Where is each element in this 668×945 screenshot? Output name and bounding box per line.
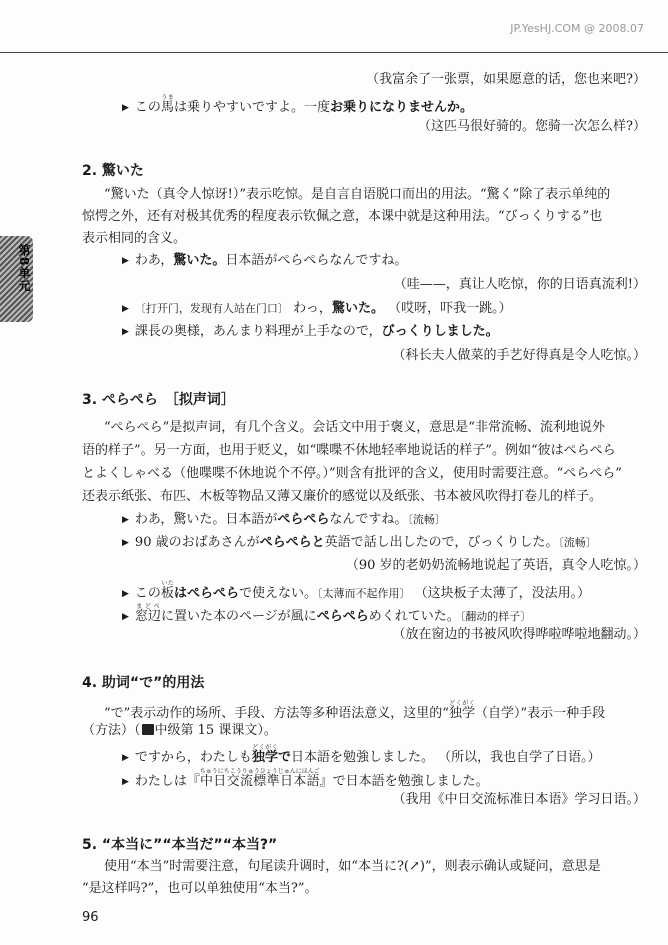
bold-text: 独学: [251, 750, 278, 765]
paragraph-line: 语的样子”。另一方面，也用于贬义，如“喋喋不休地轻率地说话的样子”。例如“彼はぺらぺら: [82, 443, 616, 458]
text: わあ，驚いた。日本語が: [134, 512, 278, 527]
text: 〔打开门，发现有人站在门口〕: [134, 302, 289, 315]
text: （这块板子太薄了，没法用。）: [414, 586, 591, 601]
text: 馬: [160, 100, 174, 115]
translation: （放在窗边的书被风吹得哗啦哗啦地翻动。）: [392, 627, 646, 642]
ruby-reading: どくがく: [448, 700, 475, 707]
paragraph-line: 还表示纸张、布匹、木板等物品又薄又廉价的感觉以及纸张、书本被风吹得打卷儿的样子。: [82, 489, 603, 504]
bold-text: ぺらぺら: [316, 609, 369, 624]
text: この: [134, 586, 161, 601]
ruby-word: [251, 744, 278, 765]
text: わっ，: [293, 301, 332, 316]
bold-text: びっくりしました。: [381, 324, 499, 339]
section-heading: 5. “本当に”“本当だ”“本当?”: [82, 837, 278, 853]
text: わあ，: [134, 253, 174, 268]
example-sentence: [122, 301, 512, 318]
ruby-reading: うま: [160, 94, 174, 101]
text: 英語で話し出したので，びっくりした。: [324, 535, 559, 550]
paragraph-line: 使用“本当”时需要注意，句尾读升调时，如“本当に?(↗)”，则表示确认或疑问，意思是: [104, 859, 601, 874]
ruby-word: [160, 580, 174, 601]
text: “で”表示动作的场所、手段、方法等多种语法意义，这里的“: [104, 706, 449, 721]
paragraph-line: “是这样吗?”，也可以单独使用“本当?”。: [82, 881, 318, 896]
ruby-word: [160, 94, 174, 115]
example-sentence: [122, 580, 590, 603]
text: 板: [160, 586, 174, 601]
text: 中级第 15 课课文）。: [154, 723, 277, 738]
ruby-reading: いた: [160, 580, 174, 587]
text: で使えない。: [238, 586, 317, 601]
text: めくれていた。: [368, 609, 460, 624]
ruby-word: [199, 768, 320, 789]
text: 〔流畅〕: [558, 536, 597, 549]
paragraph-line: [104, 700, 605, 722]
ruby-reading: どくがく: [251, 744, 278, 751]
text: ですから，わたしも: [134, 750, 252, 765]
ruby-reading: ちゅうにちこうりゅうひょうじゅんにほんご: [199, 768, 320, 775]
text: 日本語を勉強しました。: [290, 750, 434, 765]
translation: （哇——，真让人吃惊，你的日语真流利!）: [393, 277, 646, 292]
bold-text: お乗りになりませんか。: [329, 100, 473, 115]
paragraph-line: とよくしゃべる（他喋喋不休地说个不停。）”则含有批评的含义，使用时需要注意。“ぺらぺら”: [82, 466, 622, 481]
example-sentence: [122, 768, 489, 791]
unit-side-tab: [0, 236, 33, 322]
bold-text: はぺらぺら: [173, 586, 239, 601]
text: （所以，我也自学了日语。）: [438, 750, 601, 765]
ruby-word: [134, 603, 161, 624]
example-sentence: [122, 324, 499, 341]
text: 中日交流標準日本語: [199, 774, 320, 789]
text: 独学: [448, 706, 475, 721]
text: 課長の奥様，あんまり料理が上手なので，: [134, 324, 382, 339]
text: 〔翻动的样子〕: [459, 610, 532, 623]
example-sentence: [122, 253, 407, 270]
bold-text: 驚いた。: [173, 253, 226, 268]
section-heading: 4. 助词“で”的用法: [82, 675, 205, 691]
text: なんですね。: [329, 512, 408, 527]
ruby-word: [448, 700, 475, 721]
section-heading: 3. ぺらぺら ［拟声词］: [82, 392, 235, 408]
paragraph-line: 表示相同的含义。: [82, 231, 187, 246]
paragraph-line: “ぺらぺら”是拟声词，有几个含义。会话文中用于褒义，意思是“非常流畅、流利地说外: [104, 420, 605, 435]
text: に置いた本のページが風に: [160, 609, 317, 624]
text: 』で日本語を勉強しました。: [319, 774, 489, 789]
bold-text: 驚いた。: [331, 301, 384, 316]
text: わたしは『: [134, 774, 200, 789]
bold-text: ぺらぺらと: [259, 535, 325, 550]
paragraph-line: “驚いた（真令人惊讶!）”表示吃惊。是自言自语脱口而出的用法。“驚く”除了表示单纯的: [104, 187, 611, 202]
text: （自学）”表示一种手段: [474, 706, 606, 721]
text: （哎呀，吓我一跳。）: [388, 301, 512, 316]
translation: （这匹马很好骑的。您骑一次怎么样?）: [418, 119, 646, 134]
example-sentence: [122, 94, 473, 117]
section-heading: 2. 驚いた: [82, 163, 144, 179]
paragraph-line: [82, 723, 277, 739]
ruby-reading: まどべ: [134, 603, 161, 610]
page-number: 96: [82, 910, 99, 925]
text: 〔流畅〕: [407, 513, 446, 526]
translation: （我富余了一张票，如果愿意的话，您也来吧?）: [366, 72, 646, 87]
translation: （我用《中日交流标准日本语》学习日语。）: [392, 792, 646, 807]
translation: （科长夫人做菜的手艺好得真是令人吃惊。）: [392, 348, 646, 363]
example-sentence: [122, 744, 601, 767]
text: 90 歳のおばあさんが: [134, 535, 260, 550]
translation: （90 岁的老奶奶流畅地说起了英语，真令人吃惊。）: [345, 558, 646, 573]
bold-text: で: [277, 750, 291, 765]
text: は乗りやすいですよ。一度: [173, 100, 330, 115]
watermark: JP.YesHJ.COM @ 2008.07: [510, 22, 644, 35]
text: （方法）（: [82, 723, 141, 738]
text: この: [134, 100, 161, 115]
text: 〔太薄而不起作用〕: [316, 587, 411, 600]
header-rule: [0, 52, 668, 53]
example-sentence: [122, 512, 446, 529]
text: 窓辺: [134, 609, 161, 624]
bold-text: ぺらぺら: [277, 512, 330, 527]
text: 日本語がぺらぺらなんですね。: [225, 253, 408, 268]
paragraph-line: 惊愕之外，还有对极其优秀的程度表示钦佩之意，本课中就是这种用法。“びっくりする”也: [82, 209, 603, 224]
example-sentence: [122, 535, 597, 552]
book-icon: [142, 724, 154, 735]
example-sentence: [122, 603, 531, 626]
unit-tab-label: 第8单元: [17, 244, 31, 293]
